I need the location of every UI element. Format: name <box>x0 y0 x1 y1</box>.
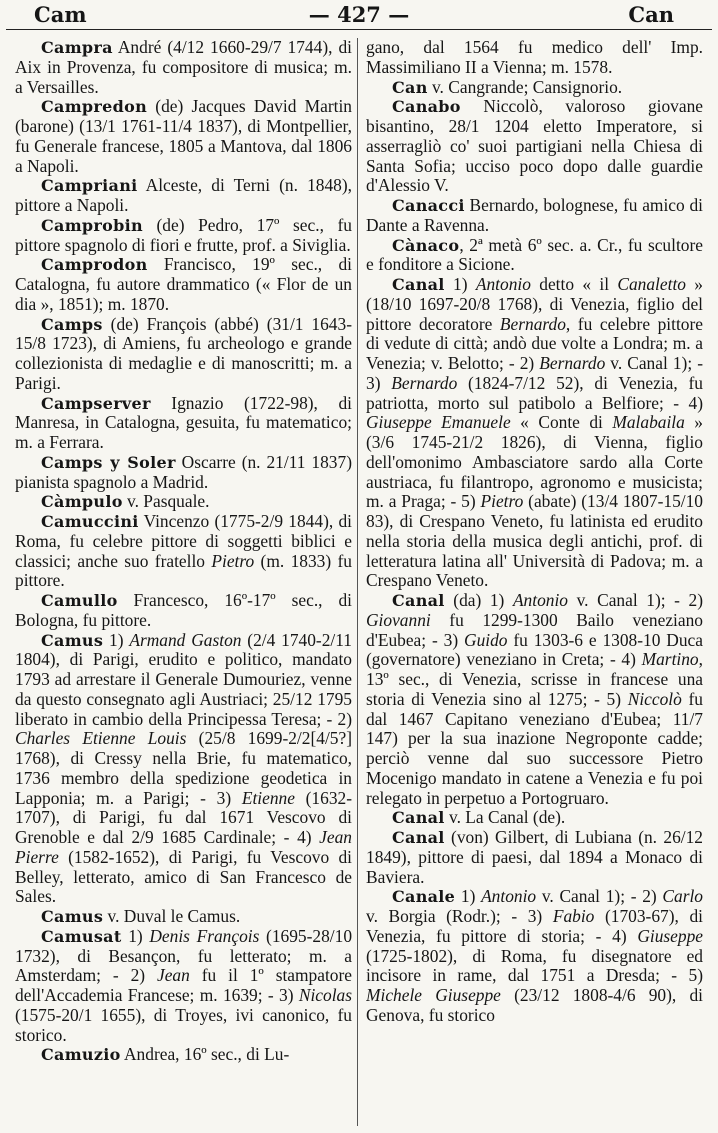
dictionary-entry <box>15 1045 352 1065</box>
entry-text: /12 1660- <box>181 38 251 57</box>
dictionary-entry <box>15 631 352 908</box>
dictionary-entry <box>366 38 703 78</box>
entry-headword: Camprodon <box>41 255 148 275</box>
entry-text: Bernardo, bolognese, fu amico di Dante a Ravenna. <box>366 195 703 235</box>
entry-text: Francesco, 16º-17º sec., di Bologna, fu pittore. <box>15 590 352 630</box>
entry-italic-text: Pietro <box>480 491 524 512</box>
page-header <box>0 0 718 32</box>
dictionary-entry <box>15 255 352 314</box>
entry-italic-text: Nicolas <box>298 985 352 1005</box>
entry-italic-text: Niccolò <box>627 688 682 709</box>
left-column <box>15 38 352 1128</box>
entry-headword: Camus <box>41 907 104 926</box>
dictionary-entry <box>366 275 703 591</box>
entry-text: (de) François (abbé) (31/1 1643-15/8 1723), di Amiens, fu archeologo e grande collezionista di medaglie e di manoscritti; m. a Parigi. <box>15 313 352 393</box>
entry-italic-text: Jean <box>156 965 190 986</box>
entry-headword: Campserver <box>41 393 151 413</box>
header-right-guideword: Can <box>628 2 674 27</box>
entry-text: Oscarre (n. 21/11 1837) pianista spagnolo a Madrid. <box>15 451 352 492</box>
entry-text: (de) Jacques David Martin (barone) (13/1 1761-11/4 1837), di Montpellier, fu Generale francese, 1805 a Mantova, dal 1806 a Napoli. <box>15 96 352 176</box>
entry-text: » (3/6 1745-21/2 1826), di Vienna, figlio dell'omonimo Ambasciatore sardo alla Corte austriaca, fu filantropo, agronomo e musicista; m. a Praga; - 5) <box>366 412 703 512</box>
entry-text: , 13º sec., di Venezia, scrisse in francese una storia di Venezia sino al 1275; - 5) <box>366 649 703 709</box>
entry-italic-text: Carlo <box>662 886 703 907</box>
entry-text: (m. 1833) fu pittore. <box>15 550 352 591</box>
dictionary-entry <box>15 927 352 1046</box>
entry-text: 1) <box>444 274 476 294</box>
entry-headword: Camullo <box>41 591 118 610</box>
entry-headword: Campriani <box>41 176 138 196</box>
entry-text: v. La Canal (de). <box>444 807 566 828</box>
dictionary-entry <box>15 512 352 591</box>
entry-text: (1725-1802), di Roma, fu disegnatore ed incisore in rame, dal 1751 a Dresda; - 5) <box>366 945 703 986</box>
entry-italic-text: Giovanni <box>366 609 431 630</box>
dictionary-entry <box>15 907 352 927</box>
entry-italic-text: Jean Pierre <box>15 827 352 867</box>
dictionary-entry <box>15 394 352 453</box>
dictionary-entry <box>15 315 352 394</box>
dictionary-entry <box>15 591 352 631</box>
entry-italic-text: Bernardo <box>499 313 566 334</box>
entry-italic-text: Antonio <box>481 886 537 907</box>
entry-headword: Camps y Soler <box>41 452 176 472</box>
entry-text: fu il 1º stampatore dell'Accademia Francese; m. 1639; - 3) <box>15 965 352 1005</box>
entry-text: (abate) (13/4 1807-15/10 83), di Crespano Veneto, fu latinista ed erudito nella storia della musica degli antichi, prof. di letteratura latina all' Università di Padova; m. a Crespano Veneto. <box>366 491 703 591</box>
entry-text: fu 1303-6 e 1308-10 Duca (governatore) veneziano in Creta; - 4) <box>366 629 703 670</box>
entry-italic-text: Antonio <box>512 590 569 610</box>
entry-text: detto « il <box>530 274 618 294</box>
entry-text: André ( <box>112 38 174 57</box>
dictionary-entry <box>366 887 703 1025</box>
entry-headword: Canal <box>392 591 445 610</box>
column-divider <box>357 38 358 1126</box>
entry-text: v. Canal 1); - 3) <box>366 353 703 393</box>
entry-text: (de) Pedro, 17º sec., fu pittore spagnolo di fiori e frutte, prof. a Siviglia. <box>15 214 352 255</box>
entry-text: Vincenzo (1775-2/9 1844), di Roma, fu celebre pittore di soggetti biblici e classici; anche suo fratello <box>15 511 352 571</box>
entry-italic-text: Fabio <box>552 906 595 926</box>
entry-text: Niccolò, valoroso giovane bisantino, 28/1 1204 eletto Imperatore, si asserragliò co' suoi partigiani nella Chiesa di Santa Sofia; ucciso poco dopo dalle guardie d'Alessio V. <box>366 96 703 196</box>
entry-italic-text: Guido <box>464 629 508 650</box>
right-column <box>366 38 703 1128</box>
entry-text: (1582-1652), di Parigi, fu Vescovo di Belley, letterato, amico di San Francesco de Sales. <box>15 846 352 907</box>
entry-headword: Camusat <box>41 926 122 946</box>
entry-headword: Camps <box>41 314 103 334</box>
entry-headword: Canacci <box>392 196 465 215</box>
entry-text: Alceste, di Terni (n. 1848), pittore a Napoli. <box>15 175 352 215</box>
entry-italic-text: Canaletto <box>617 274 686 294</box>
entry-italic-text: Antonio <box>475 274 531 294</box>
entry-text: (1575-20/1 1655), di Troyes, ivi canonico, fu storico. <box>15 1004 352 1045</box>
entry-headword: Campredon <box>41 97 148 117</box>
entry-text: (da) 1) <box>444 590 513 610</box>
entry-text: Ignazio (1722-98), di Manresa, in Catalogna, gesuita, fu matematico; m. a Ferrara. <box>15 392 352 452</box>
entry-text: 1) <box>121 925 150 946</box>
entry-text: v. Canal 1); - 2) <box>536 886 663 907</box>
dictionary-entry <box>15 38 352 97</box>
entry-headword: Camuzio <box>41 1045 121 1065</box>
entry-text: /7 1744), di Aix in Provenza, fu compositore di musica; m. a Versailles. <box>15 38 352 97</box>
dictionary-entry <box>366 236 703 276</box>
entry-text: (25/8 1699-2/2[4/5?] 1768), di Cressy nella Brie, fu matematico, 1736 membro della spedizione geodetica in Lapponia; m. a Parigi; - 3) <box>15 728 352 808</box>
entry-text: 1) <box>103 629 130 650</box>
entry-headword: Canal <box>392 808 445 828</box>
entry-italic-text: Etienne <box>241 787 295 808</box>
dictionary-entry <box>15 216 352 256</box>
entry-text: (1695-28/10 1732), di Besançon, fu letterato; m. a Amsterdam; - 2) <box>15 925 352 986</box>
dictionary-entry <box>15 176 352 216</box>
entry-text: « Conte di <box>510 412 613 433</box>
dictionary-entry <box>366 97 703 196</box>
entry-italic-text: Giuseppe <box>637 925 703 946</box>
entry-headword: Camprobin <box>41 215 143 235</box>
entry-headword: Camus <box>41 630 104 650</box>
entry-text: » (18/10 1697-20/8 1768), di Venezia, figlio del pittore decoratore <box>366 274 703 334</box>
entry-text: gano, dal 1564 fu medico dell' Imp. Massimiliano II a Vienna; m. 1578. <box>366 38 703 77</box>
dictionary-entry <box>366 808 703 828</box>
entry-italic-text: Bernardo <box>539 353 606 373</box>
dictionary-entry <box>366 196 703 236</box>
entry-text: , fu celebre pittore di vedute di città; andò due volte a Londra; m. a Venezia; v. Belotto; - 2) <box>366 313 703 373</box>
entry-text: (1632-1707), di Parigi, fu dal 1671 Vescovo di Grenoble e dal 2/9 1685 Cardinale; - 4) <box>15 787 352 847</box>
entry-text: 1) <box>455 886 482 907</box>
entry-italic-text: Martino <box>641 649 699 670</box>
entry-text: (1703-67), di Venezia, fu pittore di storia; - 4) <box>366 906 703 946</box>
entry-italic-text: Michele Giuseppe <box>366 985 501 1005</box>
entry-text: Andrea, 16º sec., di Lu- <box>120 1044 290 1065</box>
entry-text: v. Borgia (Rodr.); - 3) <box>366 906 553 926</box>
entry-headword: Campra <box>41 38 113 57</box>
entry-text: fu 1299-1300 Bailo veneziano d'Eubea; - 3) <box>366 609 703 650</box>
entry-headword: Càmpulo <box>41 492 123 512</box>
entry-italic-text: Malabaila <box>612 412 685 433</box>
dictionary-entry <box>15 97 352 176</box>
entry-italic-text: Armand Gaston <box>129 629 242 650</box>
entry-text: v. Pasquale. <box>122 491 210 512</box>
dictionary-entry <box>366 78 703 98</box>
dictionary-entry <box>366 591 703 808</box>
entry-text: (1824-7/12 52), di Venezia, fu patriotta, morto sul patibolo a Belfiore; - 4) <box>366 372 703 413</box>
header-left-guideword: Cam <box>34 2 87 27</box>
entry-headword: Canal <box>392 828 445 847</box>
entry-headword: Camuccini <box>41 512 139 531</box>
entry-italic-text: Bernardo <box>391 372 458 393</box>
entry-text: v. Duval le Camus. <box>103 906 241 926</box>
entry-italic-text: Denis François <box>149 925 260 946</box>
dictionary-entry <box>366 828 703 887</box>
entry-text: Francisco, 19º sec., di Catalogna, fu autore drammatico (« Flor de un dia », 1851); m. 1870. <box>15 254 352 314</box>
entry-headword: Canal <box>392 275 445 294</box>
entry-text: fu dal 1467 Capitano veneziano d'Eubea; 11/7 147) per la sua inazione Negroponte cadde; perciò venne dal suo successore Pietro Mocenigo mandato in catene a Venezia e fu poi relegato in perpetuo a Portogruaro. <box>366 688 703 808</box>
entry-italic-text: Charles Etienne Louis <box>15 728 187 749</box>
entry-headword: Canale <box>392 887 456 907</box>
entry-italic-text: Pietro <box>211 550 255 571</box>
header-rule <box>6 29 712 30</box>
dictionary-entry <box>15 453 352 493</box>
dictionary-entry <box>15 492 352 512</box>
entry-text: v. Canal 1); - 2) <box>568 590 703 610</box>
entry-text: 29 <box>250 38 269 57</box>
entry-italic-text: Giuseppe Emanuele <box>366 412 511 433</box>
entry-headword: Can <box>392 77 428 97</box>
entry-headword: Canabo <box>392 97 461 117</box>
entry-text: 4 <box>173 38 182 57</box>
entry-headword: Cànaco <box>392 235 460 255</box>
entry-text: (2/4 1740-2/11 1804), di Parigi, erudito e politico, mandato 1793 ad arrestare il Generale Dumouriez, venne da questo consegnato agli Austriaci; 25/12 1795 liberato in cambio della Principessa Teresa; - 2) <box>15 629 352 729</box>
entry-text: (23/12 1808-4/6 90), di Genova, fu storico <box>366 985 703 1025</box>
page-number: — 427 — <box>308 2 410 27</box>
entry-text: v. Cangrande; Cansignorio. <box>427 76 623 97</box>
entry-text: , 2ª metà 6º sec. a. Cr., fu scultore e fonditore a Sicione. <box>366 234 703 275</box>
entry-text: (von) Gilbert, di Lubiana (n. 26/12 1849), pittore di paesi, dal 1894 a Monaco di Baviera. <box>366 827 703 887</box>
